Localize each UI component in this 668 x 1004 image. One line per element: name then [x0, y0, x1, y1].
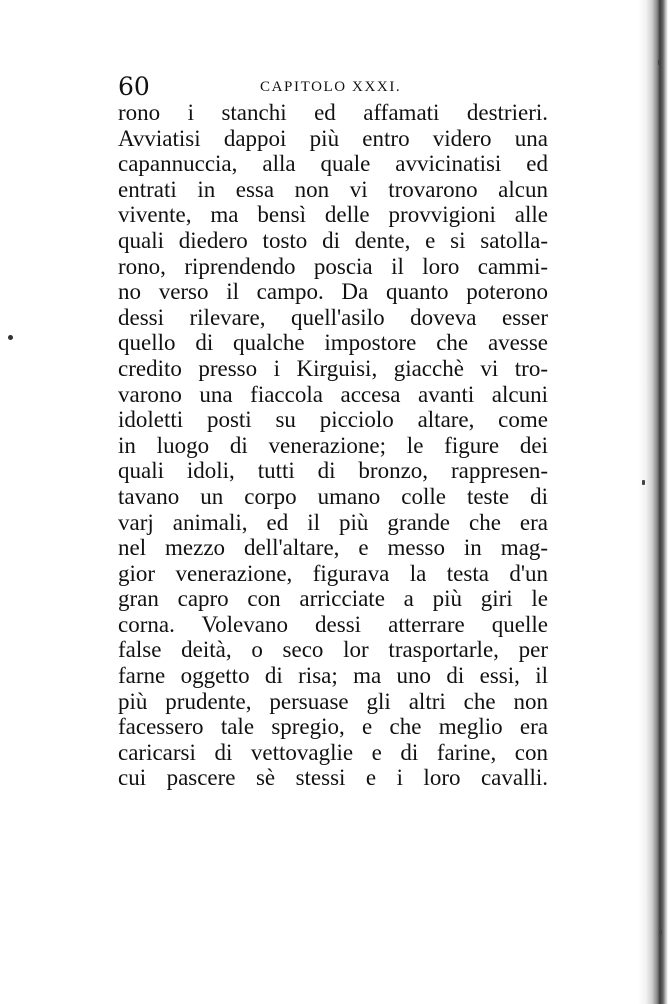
text-line: Avviatisi dappoi più entro videro una [118, 125, 548, 151]
edge-speck [642, 480, 645, 485]
text-line: nel mezzo dell'altare, e messo in mag- [118, 535, 548, 561]
text-line: in luogo di venerazione; le figure dei [118, 432, 548, 458]
text-line: false deità, o seco lor trasportarle, per [118, 637, 548, 663]
text-line: rono i stanchi ed affamati destrieri. [118, 100, 548, 125]
text-line: quello di qualche impostore che avesse [118, 330, 548, 356]
text-line: più prudente, persuase gli altri che non [118, 688, 548, 714]
text-line: vivente, ma bensì delle provvigioni alle [118, 202, 548, 228]
text-line: entrati in essa non vi trovarono alcun [118, 176, 548, 202]
text-line: quali diedero tosto di dente, e si satolla- [118, 227, 548, 253]
text-line: quali idoli, tutti di bronzo, rappresen- [118, 458, 548, 484]
edge-speck [659, 930, 662, 935]
binding-edge [638, 0, 668, 1004]
text-line: gior venerazione, figurava la testa d'un [118, 560, 548, 586]
page-number: 60 [118, 72, 150, 101]
text-line: varj animali, ed il più grande che era [118, 509, 548, 535]
text-line: tavano un corpo umano colle teste di [118, 483, 548, 509]
page-header [118, 70, 538, 104]
text-line: dessi rilevare, quell'asilo doveva esser [118, 304, 548, 330]
text-line: farne oggetto di risa; ma uno di essi, il [118, 663, 548, 689]
text-line: gran capro con arricciate a più giri le [118, 586, 548, 612]
running-head: CAPITOLO XXXI. [260, 79, 402, 95]
text-line: no verso il campo. Da quanto poterono [118, 279, 548, 305]
margin-mark [8, 335, 13, 340]
text-line: varono una fiaccola accesa avanti alcuni [118, 381, 548, 407]
text-line: rono, riprendendo poscia il loro cammi- [118, 253, 548, 279]
text-line: caricarsi di vettovaglie e di farine, con [118, 739, 548, 765]
text-line: cui pascere sè stessi e i loro cavalli. [118, 765, 548, 791]
text-line: credito presso i Kirguisi, giacchè vi tro- [118, 355, 548, 381]
text-line: corna. Volevano dessi atterrare quelle [118, 611, 548, 637]
text-line: facessero tale spregio, e che meglio era [118, 714, 548, 740]
text-line: idoletti posti su picciolo altare, come [118, 407, 548, 433]
edge-speck [658, 60, 661, 65]
text-line: capannuccia, alla quale avvicinatisi ed [118, 151, 548, 177]
body-text [118, 100, 548, 791]
